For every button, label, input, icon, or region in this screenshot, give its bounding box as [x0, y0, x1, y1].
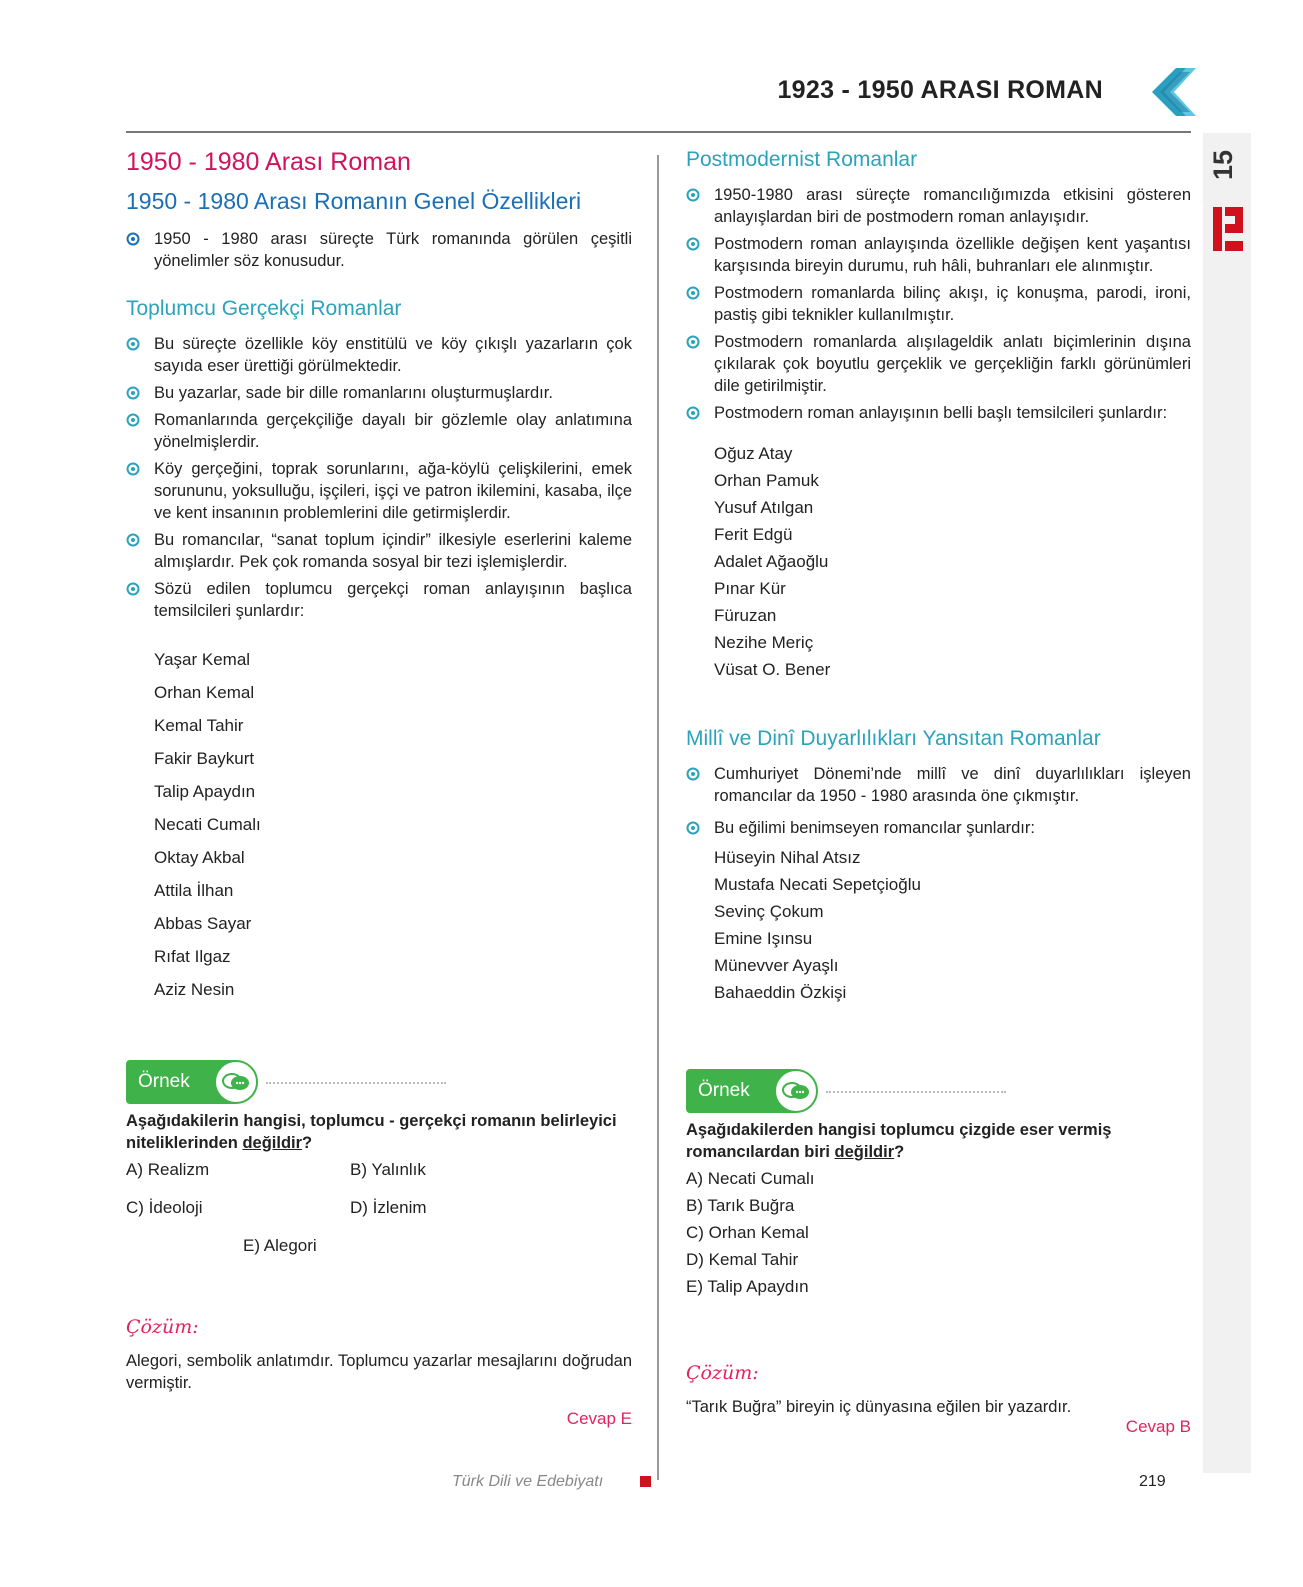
author-name: Pınar Kür — [714, 579, 786, 598]
author-name: Nezihe Meriç — [714, 633, 814, 652]
author-name: Sevinç Çokum — [714, 902, 824, 921]
example-label: Örnek — [138, 1071, 190, 1092]
bullet-icon — [126, 582, 140, 596]
author-name: Aziz Nesin — [154, 980, 235, 999]
column-divider — [657, 155, 659, 1480]
bullet-text: 1950 - 1980 arası süreçte Türk romanında görülen çeşitli yönelimler söz konusudur. — [154, 230, 632, 270]
section-title-toplumcu: Toplumcu Gerçekçi Romanlar — [126, 297, 402, 320]
author-name: Bahaeddin Özkişi — [714, 983, 847, 1002]
author-name: Mustafa Necati Sepetçioğlu — [714, 875, 921, 894]
chapter-number: 15 — [1208, 150, 1238, 181]
solution-label: Çözüm: — [686, 1362, 759, 1384]
author-name: Ferit Edgü — [714, 525, 793, 544]
bullet-text: Postmodern roman anlayışında özellikle değişen kent yaşantısı karşısında bireyin durumu, ruh hâli, buhranları ele alınmıştır. — [714, 235, 1191, 275]
bullet-text: Postmodern romanlarda alışılageldik anlatı biçimlerinin dışına çıkılarak çok boyutlu gerçeklik ve gerçekliğin farklı görünümleri dile getirilmiştir. — [714, 333, 1191, 395]
subsection-heading: 1950 - 1980 Arası Romanın Genel Özellikleri — [126, 188, 582, 214]
list-item — [126, 333, 632, 377]
author-name: Adalet Ağaoğlu — [714, 552, 829, 571]
bullet-icon — [126, 462, 140, 476]
option-c: C) İdeoloji — [126, 1198, 203, 1217]
bullet-icon — [126, 413, 140, 427]
option-a: A) Realizm — [126, 1160, 210, 1179]
list-item — [126, 578, 632, 622]
question-text: Aşağıdakilerden hangisi toplumcu çizgide eser vermiş romancılardan biri değildir? — [686, 1121, 1112, 1161]
book-title: Türk Dili ve Edebiyatı — [452, 1473, 604, 1490]
section-title-postmodern: Postmodernist Romanlar — [686, 148, 918, 171]
bullet-icon — [126, 533, 140, 547]
bullet-text: 1950-1980 arası süreçte romancılığımızda etkisini gösteren anlayışlardan biri de postmodern roman anlayışıdır. — [714, 186, 1191, 226]
example-banner — [126, 1060, 456, 1104]
option-e: E) Alegori — [243, 1236, 317, 1255]
bullet-icon — [126, 337, 140, 351]
bullet-icon — [686, 406, 700, 420]
bullet-icon — [686, 821, 700, 835]
list-item — [126, 458, 632, 524]
author-name: Talip Apaydın — [154, 782, 256, 801]
milli-list — [686, 763, 1191, 844]
postmodern-list — [686, 184, 1191, 429]
dotted-line — [826, 1091, 1006, 1093]
bullet-icon — [686, 767, 700, 781]
option-e: E) Talip Apaydın — [686, 1277, 809, 1296]
intro-list — [126, 228, 632, 277]
list-item — [686, 817, 1191, 839]
author-name: Orhan Kemal — [154, 683, 255, 702]
author-name: Fakir Baykurt — [154, 749, 255, 768]
list-item — [686, 233, 1191, 277]
list-item — [686, 282, 1191, 326]
example-banner — [686, 1069, 1016, 1113]
section-heading: 1950 - 1980 Arası Roman — [126, 148, 411, 176]
bullet-icon — [126, 386, 140, 400]
author-name: Oğuz Atay — [714, 444, 793, 463]
author-name: Kemal Tahir — [154, 716, 244, 735]
author-name: Füruzan — [714, 606, 777, 625]
question-text: Aşağıdakilerin hangisi, toplumcu - gerçekçi romanın belirleyici niteliklerinden değildir? — [126, 1112, 617, 1152]
side-tab — [1203, 133, 1251, 1473]
bullet-icon — [686, 237, 700, 251]
list-item — [686, 763, 1191, 807]
bullet-text: Sözü edilen toplumcu gerçekçi roman anlayışının başlıca temsilcileri şunlardır: — [154, 580, 632, 620]
author-name: Hüseyin Nihal Atsız — [714, 848, 861, 867]
bullet-icon — [686, 286, 700, 300]
publisher-logo-icon — [1211, 205, 1245, 253]
option-b: B) Yalınlık — [350, 1160, 426, 1179]
option-c: C) Orhan Kemal — [686, 1223, 809, 1242]
author-name: Yusuf Atılgan — [714, 498, 814, 517]
answer-label: Cevap E — [566, 1409, 632, 1428]
speech-bubble-icon — [214, 1060, 258, 1104]
author-name: Yaşar Kemal — [154, 650, 251, 669]
bullet-text: Postmodern romanlarda bilinç akışı, iç konuşma, parodi, ironi, pastiş gibi teknikler kullanılmıştır. — [714, 284, 1191, 324]
bullet-text: Cumhuriyet Dönemi’nde millî ve dinî duyarlılıkları işleyen romancılar da 1950 - 1980 arasında öne çıkmıştır. — [714, 765, 1191, 805]
bullet-icon — [686, 335, 700, 349]
solution-text: Alegori, sembolik anlatımdır. Toplumcu yazarlar mesajlarını doğrudan vermiştir. — [126, 1352, 632, 1392]
list-item — [686, 331, 1191, 397]
bullet-icon — [126, 232, 140, 246]
chevron-left-icon — [1150, 66, 1198, 118]
author-name: Münevver Ayaşlı — [714, 956, 839, 975]
author-name: Abbas Sayar — [154, 914, 252, 933]
bullet-text: Bu süreçte özellikle köy enstitülü ve köy çıkışlı yazarların çok sayıda eser ürettiği görülmektedir. — [154, 335, 632, 375]
list-item — [126, 529, 632, 573]
author-name: Attila İlhan — [154, 881, 234, 900]
list-item — [126, 382, 632, 404]
option-a: A) Necati Cumalı — [686, 1169, 815, 1188]
solution-label: Çözüm: — [126, 1316, 199, 1338]
page-number: 219 — [1139, 1473, 1166, 1490]
list-item — [126, 409, 632, 453]
bullet-text: Postmodern roman anlayışının belli başlı temsilcileri şunlardır: — [714, 404, 1168, 422]
example-label: Örnek — [698, 1080, 750, 1101]
option-d: D) İzlenim — [350, 1198, 427, 1217]
footer-square-icon — [640, 1476, 651, 1487]
bullet-text: Romanlarında gerçekçiliğe dayalı bir gözlemle olay anlatımına yönelmişlerdir. — [154, 411, 632, 451]
section-title-milli: Millî ve Dinî Duyarlılıkları Yansıtan Romanlar — [686, 727, 1101, 750]
dotted-line — [266, 1082, 446, 1084]
header-divider — [126, 131, 1191, 133]
answer-label: Cevap B — [1125, 1417, 1191, 1436]
option-b: B) Tarık Buğra — [686, 1196, 795, 1215]
list-item — [686, 402, 1191, 424]
bullet-text: Bu eğilimi benimseyen romancılar şunlardır: — [714, 819, 1035, 837]
author-name: Orhan Pamuk — [714, 471, 819, 490]
author-name: Vüsat O. Bener — [714, 660, 831, 679]
bullet-text: Köy gerçeğini, toprak sorunlarını, ağa-köylü çelişkilerini, emek sorununu, yoksulluğu, işçileri, işçi ve patron ikilemini, kasaba, ilçe ve kent insanının problemlerini dile getirmişlerdir. — [154, 460, 632, 522]
toplumcu-list — [126, 333, 632, 627]
list-item — [126, 228, 632, 272]
author-name: Oktay Akbal — [154, 848, 245, 867]
chapter-title: 1923 - 1950 ARASI ROMAN — [777, 76, 1103, 104]
bullet-text: Bu yazarlar, sade bir dille romanlarını oluşturmuşlardır. — [154, 384, 553, 402]
bullet-text: Bu romancılar, “sanat toplum içindir” ilkesiyle eserlerini kaleme almışlardır. Pek çok romanda sosyal bir tezi işlemişlerdir. — [154, 531, 632, 571]
solution-text: “Tarık Buğra” bireyin iç dünyasına eğilen bir yazardır. — [686, 1398, 1072, 1416]
option-d: D) Kemal Tahir — [686, 1250, 799, 1269]
speech-bubble-icon — [774, 1069, 818, 1113]
author-name: Emine Işınsu — [714, 929, 813, 948]
author-name: Necati Cumalı — [154, 815, 261, 834]
list-item — [686, 184, 1191, 228]
author-name: Rıfat Ilgaz — [154, 947, 231, 966]
bullet-icon — [686, 188, 700, 202]
